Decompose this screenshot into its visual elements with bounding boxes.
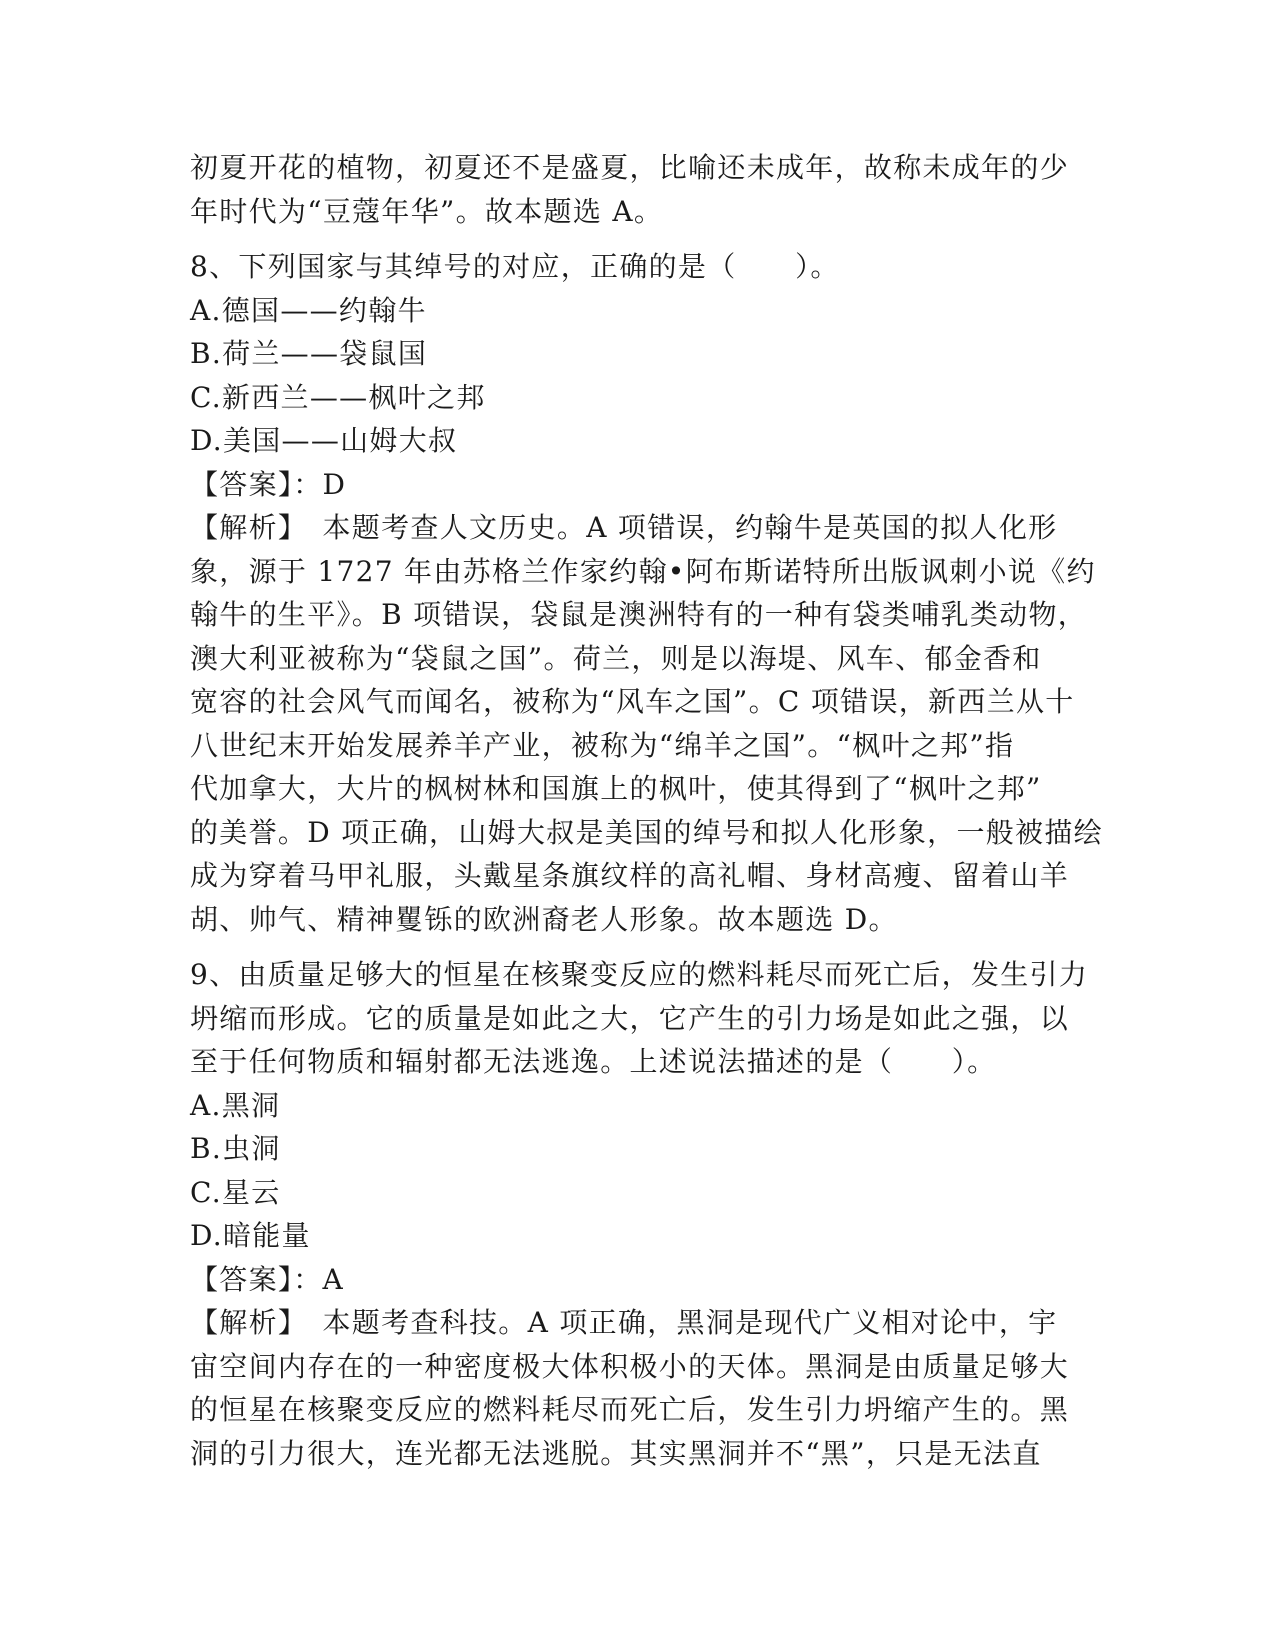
question-8-stem: 8、下列国家与其绰号的对应，正确的是（ ）。	[190, 250, 840, 283]
question-8-option-a: A.德国——约翰牛	[190, 293, 427, 327]
paragraph-gap	[190, 233, 1090, 245]
question-8-analysis-line: 象，源于 1727 年由苏格兰作家约翰•阿布斯诺特所出版讽刺小说《约	[190, 554, 1096, 588]
document-page	[190, 146, 1103, 1475]
question-8-analysis-line: 翰牛的生平》。B 项错误，袋鼠是澳洲特有的一种有袋类哺乳类动物，	[190, 598, 1088, 631]
question-9-option-a: A.黑洞	[190, 1088, 281, 1122]
question-8-option-d: D.美国——山姆大叔	[190, 424, 458, 457]
question-8-analysis-line: 胡、帅气、精神矍铄的欧洲裔老人形象。故本题选 D。	[190, 902, 898, 936]
question-9	[190, 953, 1090, 1475]
question-8-analysis-line: 八世纪末开始发展养羊产业，被称为“绵羊之国”。“枫叶之邦”指	[190, 728, 1015, 762]
question-8-analysis-line: 的美誉。D 项正确，山姆大叔是美国的绰号和拟人化形象，一般被描绘	[190, 815, 1103, 849]
previous-analysis-continuation	[190, 146, 1090, 233]
question-8-option-c: C.新西兰——枫叶之邦	[190, 380, 486, 414]
question-9-stem-line: 9、由质量足够大的恒星在核聚变反应的燃料耗尽而死亡后，发生引力	[190, 958, 1089, 991]
question-8-answer: 【答案】：D	[190, 467, 347, 501]
question-9-stem-line: 坍缩而形成。它的质量是如此之大，它产生的引力场是如此之强，以	[190, 1001, 1070, 1035]
question-9-option-c: C.星云	[190, 1175, 281, 1209]
text-line: 初夏开花的植物，初夏还不是盛夏，比喻还未成年，故称未成年的少	[190, 151, 1070, 184]
question-8	[190, 245, 1103, 941]
question-9-stem-line: 至于任何物质和辐射都无法逃逸。上述说法描述的是（ ）。	[190, 1045, 997, 1078]
question-8-option-b: B.荷兰——袋鼠国	[190, 337, 428, 370]
question-8-analysis-line: 澳大利亚被称为“袋鼠之国”。荷兰，则是以海堤、风车、郁金香和	[190, 641, 1042, 675]
question-8-analysis-line: 代加拿大，大片的枫树林和国旗上的枫叶，使其得到了“枫叶之邦”	[190, 772, 1042, 805]
question-8-analysis-line: 宽容的社会风气而闻名，被称为“风车之国”。C 项错误，新西兰从十	[190, 685, 1075, 718]
question-9-option-b: B.虫洞	[190, 1132, 281, 1165]
paragraph-gap	[190, 941, 1090, 953]
question-9-analysis-line: 洞的引力很大，连光都无法逃脱。其实黑洞并不“黑”，只是无法直	[190, 1436, 1042, 1470]
text-line: 年时代为“豆蔻年华”。故本题选 A。	[190, 194, 664, 228]
question-9-option-d: D.暗能量	[190, 1219, 311, 1252]
question-9-answer: 【答案】：A	[190, 1262, 345, 1296]
question-8-analysis-line: 【解析】 本题考查人文历史。A 项错误，约翰牛是英国的拟人化形	[190, 511, 1058, 544]
question-9-analysis-line: 的恒星在核聚变反应的燃料耗尽而死亡后，发生引力坍缩产生的。黑	[190, 1393, 1070, 1426]
question-9-analysis-line: 【解析】 本题考查科技。A 项正确，黑洞是现代广义相对论中，宇	[190, 1306, 1058, 1339]
question-8-analysis-line: 成为穿着马甲礼服，头戴星条旗纹样的高礼帽、身材高瘦、留着山羊	[190, 859, 1070, 892]
question-9-analysis-line: 宙空间内存在的一种密度极大体积极小的天体。黑洞是由质量足够大	[190, 1349, 1070, 1383]
